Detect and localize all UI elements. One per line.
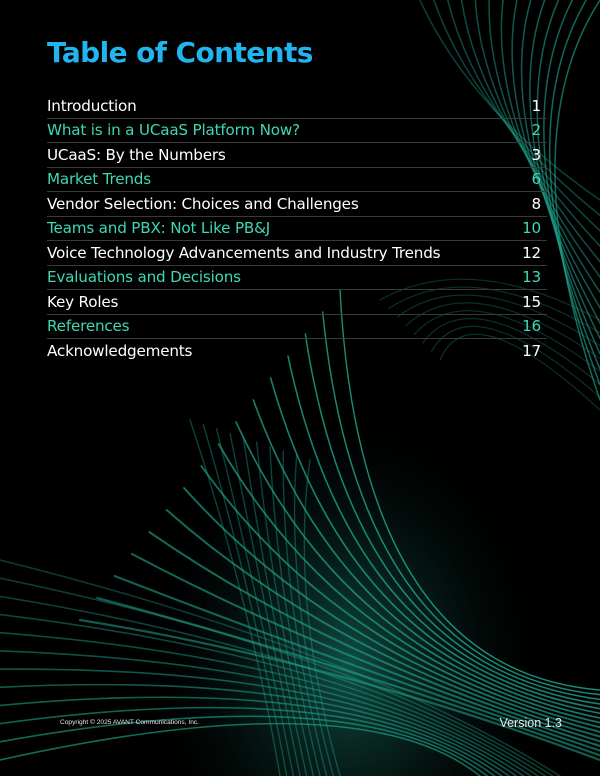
toc-entry-page-number: 12 xyxy=(522,243,541,262)
toc-entry-title: Key Roles xyxy=(47,292,119,311)
toc-entry-page-number: 16 xyxy=(522,317,541,336)
toc-entry-title: Acknowledgements xyxy=(47,341,193,360)
toc-entry-title: UCaaS: By the Numbers xyxy=(47,145,226,164)
toc-entry-page-number: 8 xyxy=(531,194,541,213)
toc-entry-title: References xyxy=(47,317,130,336)
toc-entry-introduction[interactable] xyxy=(47,94,547,119)
toc-entry-teams-and-pbx[interactable] xyxy=(47,217,547,242)
page-title: Table of Contents xyxy=(47,36,313,69)
toc-entry-title: Market Trends xyxy=(47,170,151,189)
toc-entry-page-number: 15 xyxy=(522,292,541,311)
toc-entry-title: Introduction xyxy=(47,96,137,115)
table-of-contents xyxy=(47,94,547,363)
toc-entry-page-number: 17 xyxy=(522,341,541,360)
toc-entry-title: Voice Technology Advancements and Industry Trends xyxy=(47,243,441,262)
toc-entry-title: Teams and PBX: Not Like PB&J xyxy=(47,219,271,238)
toc-entry-title: What is in a UCaaS Platform Now? xyxy=(47,121,300,140)
toc-entry-by-the-numbers[interactable] xyxy=(47,143,547,168)
toc-entry-page-number: 6 xyxy=(531,170,541,189)
toc-entry-ucaas-platform[interactable] xyxy=(47,119,547,144)
toc-entry-market-trends[interactable] xyxy=(47,168,547,193)
copyright-notice: Copyright © 2025 AVANT Communications, Inc. xyxy=(60,719,199,726)
toc-entry-references[interactable] xyxy=(47,315,547,340)
toc-entry-title: Evaluations and Decisions xyxy=(47,268,241,287)
toc-entry-title: Vendor Selection: Choices and Challenges xyxy=(47,194,359,213)
toc-entry-voice-technology[interactable] xyxy=(47,241,547,266)
toc-entry-key-roles[interactable] xyxy=(47,290,547,315)
toc-entry-page-number: 10 xyxy=(522,219,541,238)
toc-entry-acknowledgements[interactable] xyxy=(47,339,547,363)
toc-entry-page-number: 13 xyxy=(522,268,541,287)
toc-entry-page-number: 2 xyxy=(531,121,541,140)
toc-entry-page-number: 3 xyxy=(531,145,541,164)
toc-entry-evaluations[interactable] xyxy=(47,266,547,291)
version-label: Version 1.3 xyxy=(499,716,562,730)
toc-entry-page-number: 1 xyxy=(531,96,541,115)
toc-entry-vendor-selection[interactable] xyxy=(47,192,547,217)
